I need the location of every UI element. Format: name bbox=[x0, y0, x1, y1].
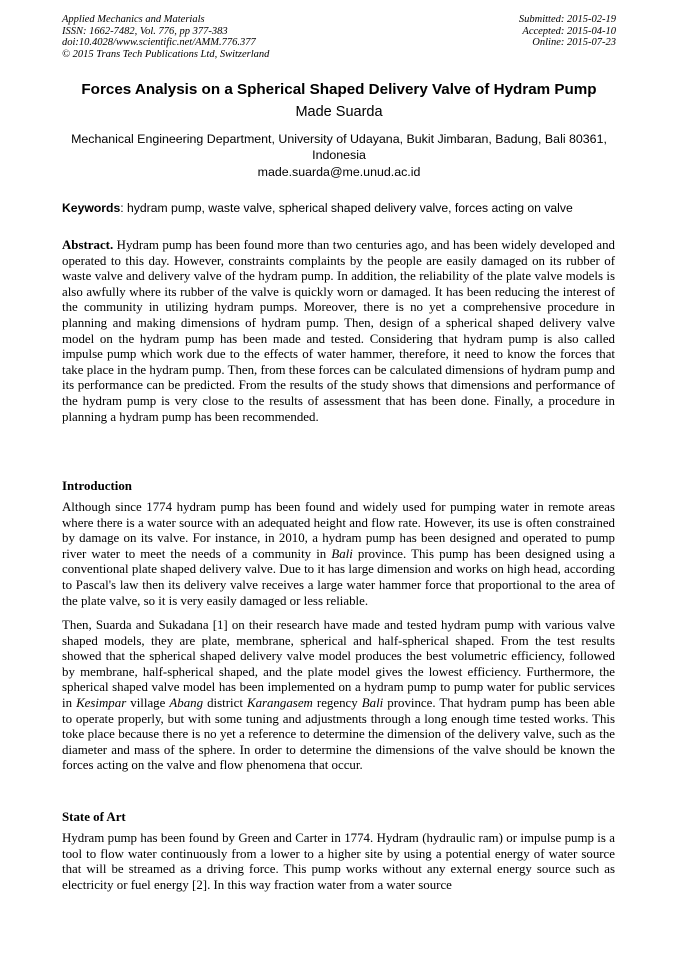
intro-p1-text-b: province. This pump has been designed using a conventional plate shaped delivery valve. Due to it has large dimension and works on high head, according to Pascal's law then its delivery valve receives a large water hammer force that proportional to the area of the plate valve, so it is very easily damaged or less reliable. bbox=[62, 546, 615, 608]
submitted-date: Submitted: 2015-02-19 bbox=[518, 14, 616, 25]
introduction-paragraph-1 bbox=[62, 500, 615, 609]
keywords-line bbox=[62, 201, 622, 215]
journal-header-left bbox=[62, 14, 269, 60]
accepted-date: Accepted: 2015-04-10 bbox=[522, 25, 616, 37]
intro-p2-text-a: Then, Suarda and Sukadana [1] on their research have made and tested hydram pump with various valve shaped models, they are plate, membrane, spherical and half-spherical shaped. From the test results showed that the spherical shaped delivery valve model produces the best volumetric efficiency, followed by membrane, half-spherical shaped, and the plate model gives the lowest efficiency. Furthermore, the spherical shaped valve model has been implemented on a hydram pump to pump water for public services in bbox=[62, 618, 615, 710]
doi-line: doi:10.4028/www.scientific.net/AMM.776.377 bbox=[62, 37, 256, 49]
issn-line: ISSN: 1662-7482, Vol. 776, pp 377-383 bbox=[62, 25, 228, 37]
intro-p2-karangasem: Karangasem bbox=[246, 695, 313, 710]
introduction-heading: Introduction bbox=[62, 479, 132, 493]
intro-p2-text-e: province. That hydram pump has been able to operate properly, but with some tuning and adjustments through a long enough time tested works. This toke place because there is no yet a reference to determine the dimension of the delivery valve, such as the diameter and mass of the sphere. In order to determine the dimensions of the valve should be known the forces acting on the valve and flow phenomena that occur. bbox=[62, 695, 616, 773]
introduction-paragraph-2 bbox=[62, 618, 615, 774]
keywords-label: Keywords bbox=[62, 201, 121, 215]
online-date: Online: 2015-07-23 bbox=[532, 37, 616, 49]
paper-title: Forces Analysis on a Spherical Shaped Delivery Valve of Hydram Pump bbox=[81, 81, 597, 98]
journal-header-right bbox=[519, 14, 616, 49]
author-affiliation: Mechanical Engineering Department, University of Udayana, Bukit Jimbaran, Badung, Bali 80361, Indonesia bbox=[71, 132, 607, 162]
intro-p1-bali: Bali bbox=[331, 546, 353, 561]
copyright-line: © 2015 Trans Tech Publications Ltd, Switzerland bbox=[62, 48, 270, 60]
intro-p2-kesimpar: Kesimpar bbox=[76, 695, 127, 710]
journal-name: Applied Mechanics and Materials bbox=[62, 14, 205, 25]
author-name: Made Suarda bbox=[295, 104, 383, 120]
abstract-text: Hydram pump has been found more than two centuries ago, and has been widely developed and operated to this day. However, constraints complaints by the people are easily damaged on its rubber of waste valve and delivery valve of the hydram pump. In addition, the reliability of the plate valve models is also awfully where its rubber of the valve is quickly worn or damaged. It has been reducing the interest of the community in utilizing hydram pumps. Moreover, there is no yet a comprehensive procedure in planning and making dimensions of hydram pump. Then, design of a spherical shaped delivery valve model on the hydram pump has been made and tested. Considering that hydram pump is also called impulse pump which work due to the effects of water hammer, therefore, it need to know the forces that take place in the hydram pump. Then, from these forces can be calculated dimensions of hydram pump and its performance can be predicted. From the results of the study shows that dimensions and performance of the hydram pump is very close to the results of assessment that has been done. Finally, a procedure in planning a hydram pump has been recommended. bbox=[62, 238, 615, 424]
abstract-label: Abstract. bbox=[62, 238, 114, 252]
intro-p2-text-d: regency bbox=[312, 695, 362, 710]
keywords-text: : hydram pump, waste valve, spherical shaped delivery valve, forces acting on valve bbox=[120, 201, 573, 215]
intro-p2-text-b: village bbox=[126, 695, 170, 710]
intro-p2-bali: Bali bbox=[361, 695, 384, 710]
author-email: made.suarda@me.unud.ac.id bbox=[257, 165, 421, 179]
intro-p2-text-c: district bbox=[203, 695, 247, 710]
abstract-paragraph bbox=[62, 238, 615, 425]
intro-p1-text-a: Although since 1774 hydram pump has been found and widely used for pumping water in remote areas where there is a water source with an adequated height and flow rate. However, its use is often constrained by damage on its valve. For instance, in 2010, a hydram pump has been designed and operated to pump river water to meet the needs of a community in bbox=[62, 500, 615, 561]
intro-p2-abang: Abang bbox=[169, 695, 204, 710]
state-of-art-heading: State of Art bbox=[62, 810, 126, 824]
state-of-art-paragraph-1: Hydram pump has been found by Green and Carter in 1774. Hydram (hydraulic ram) or impulse pump is a tool to flow water continuously from a lower to a higher site by using a potential energy of water source that will be streamed as a driving force. This pump works without any external energy source such as electricity or fuel energy [2]. In this way fraction water from a water source bbox=[62, 831, 615, 892]
